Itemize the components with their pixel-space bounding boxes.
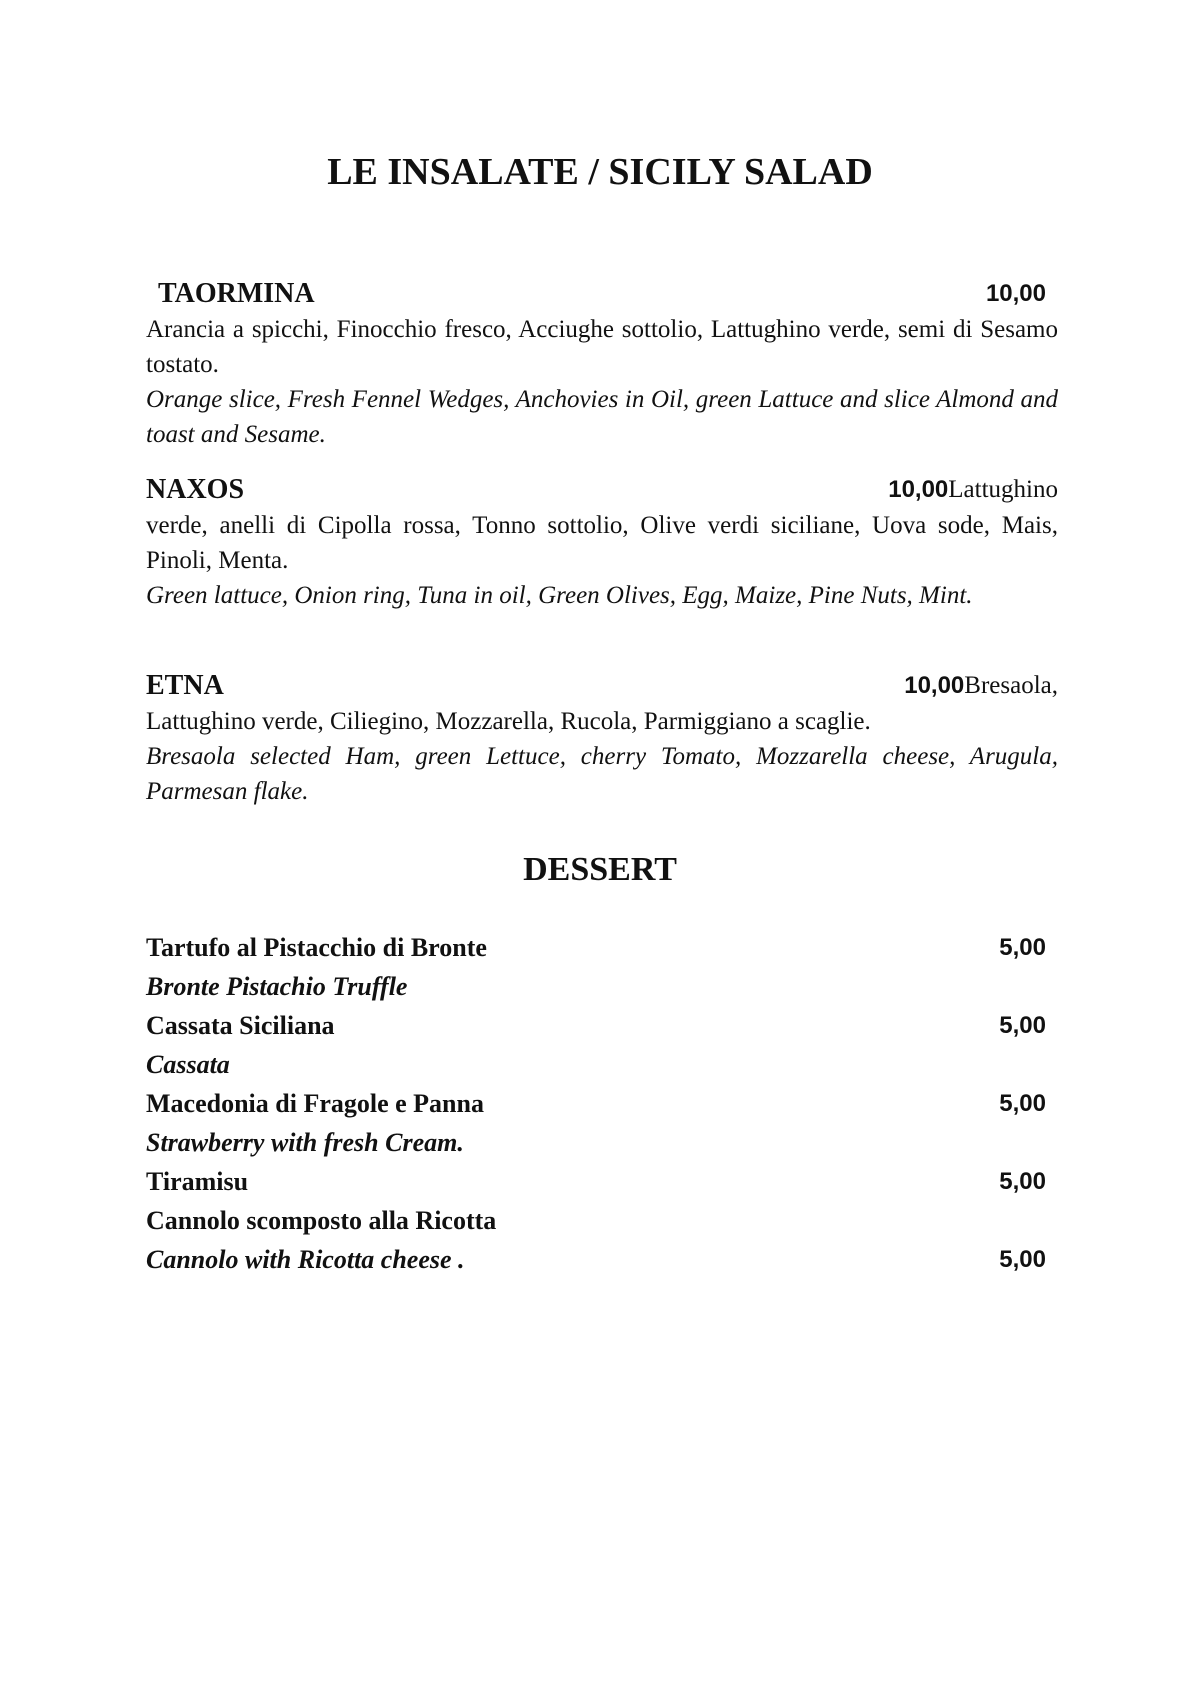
salad-price-line — [986, 276, 1046, 315]
dessert-list — [146, 928, 1046, 1279]
dessert-price: 5,00 — [999, 1012, 1046, 1039]
salad-price-line — [904, 668, 1058, 707]
salad-name: TAORMINA — [158, 278, 315, 309]
salad-etna — [146, 668, 1058, 809]
dessert-row — [146, 1084, 1046, 1123]
salad-naxos — [146, 472, 1058, 613]
salad-description-en: Orange slice, Fresh Fennel Wedges, Anchovies in Oil, green Lattuce and slice Almond and toast and Sesame. — [146, 386, 1058, 448]
dessert-row — [146, 1240, 1046, 1279]
dessert-name-it: Cannolo scomposto alla Ricotta — [146, 1206, 497, 1235]
dessert-name-en: Cannolo with Ricotta cheese . — [146, 1245, 465, 1274]
dessert-price: 5,00 — [999, 1090, 1046, 1117]
dessert-name-it: Tartufo al Pistacchio di Bronte — [146, 933, 487, 962]
dessert-row — [146, 1006, 1046, 1045]
dessert-name-en: Strawberry with fresh Cream. — [146, 1128, 464, 1157]
dessert-name-it: Cassata Siciliana — [146, 1011, 335, 1040]
salad-header — [146, 668, 1058, 704]
dessert-price: 5,00 — [999, 1168, 1046, 1195]
dessert-price: 5,00 — [999, 1246, 1046, 1273]
salad-description-it: Lattughino verde, Ciliegino, Mozzarella, Rucola, Parmiggiano a scaglie. — [146, 708, 871, 735]
dessert-row — [146, 1123, 1046, 1162]
salad-name: NAXOS — [146, 474, 245, 505]
salad-price: 10,00 — [985, 280, 1046, 307]
salad-description-start: Bresaola, — [964, 672, 1058, 699]
dessert-name-it: Tiramisu — [146, 1167, 249, 1196]
salad-description-start: Lattughino — [948, 476, 1058, 503]
dessert-row — [146, 928, 1046, 967]
salad-price: 10,00 — [904, 672, 965, 699]
dessert-row — [146, 1162, 1046, 1201]
page-title: LE INSALATE / SICILY SALAD — [327, 151, 873, 193]
salad-price: 10,00 — [888, 476, 949, 503]
dessert-name-en: Bronte Pistachio Truffle — [146, 972, 408, 1001]
dessert-price: 5,00 — [999, 934, 1046, 961]
dessert-title: DESSERT — [523, 851, 677, 888]
salad-header — [146, 276, 1058, 312]
dessert-row — [146, 1201, 1046, 1240]
dessert-name-en: Cassata — [146, 1050, 230, 1079]
dessert-row — [146, 1045, 1046, 1084]
dessert-row — [146, 967, 1046, 1006]
salad-header — [146, 472, 1058, 508]
salad-description-it: Arancia a spicchi, Finocchio fresco, Acciughe sottolio, Lattughino verde, semi di Sesamo tostato. — [146, 316, 1058, 378]
salad-price-line — [888, 472, 1058, 511]
salad-name: ETNA — [146, 670, 224, 701]
salad-description-en: Green lattuce, Onion ring, Tuna in oil, Green Olives, Egg, Maize, Pine Nuts, Mint. — [146, 582, 973, 609]
salad-description-it: verde, anelli di Cipolla rossa, Tonno sottolio, Olive verdi siciliane, Uova sode, Mais, Pinoli, Menta. — [146, 512, 1058, 574]
dessert-name-it: Macedonia di Fragole e Panna — [146, 1089, 484, 1118]
salad-taormina — [146, 276, 1058, 452]
salad-description-en: Bresaola selected Ham, green Lettuce, cherry Tomato, Mozzarella cheese, Arugula, Parmesan flake. — [146, 743, 1058, 805]
